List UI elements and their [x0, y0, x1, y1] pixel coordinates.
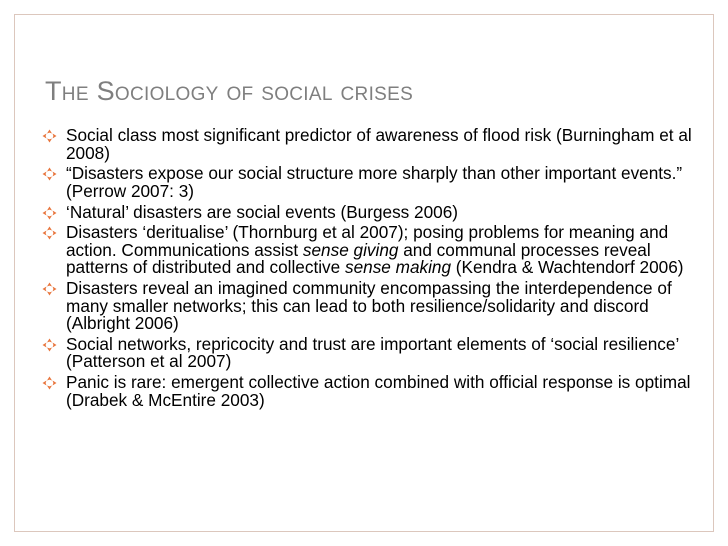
bullet-text-segment: Disasters ‘deritualise’ (Thornburg et al 2007); posing problems for meaning and action. Communications assist: [66, 222, 669, 260]
quad-chevron-icon: [42, 376, 57, 390]
quad-chevron-icon: [42, 338, 57, 352]
bullet-item: [42, 224, 692, 277]
bullet-item: [42, 165, 692, 200]
emphasis-sense-giving: sense giving: [302, 239, 399, 260]
slide-title: The Sociology of social crises: [45, 76, 414, 106]
quad-chevron-icon: [42, 167, 57, 181]
quad-chevron-icon: [42, 206, 57, 220]
bullet-text: Social networks, repricocity and trust are important elements of ‘social resilience’ (Patterson et al 2007): [66, 333, 679, 372]
bullet-text: Social class most significant predictor of awareness of flood risk (Burningham et al 2008): [66, 125, 692, 163]
bullet-item: [42, 201, 692, 222]
bullet-text: Panic is rare: emergent collective action combined with official response is optimal (Drabek & McEntire 2003): [66, 372, 691, 410]
bullet-text-segment: and communal processes reveal patterns of distributed and collective: [66, 239, 651, 278]
quad-chevron-icon: [42, 129, 57, 143]
bullet-text: [66, 224, 692, 277]
bullet-item: [42, 333, 692, 372]
quad-chevron-icon: [42, 282, 57, 296]
bullet-text: Disasters reveal an imagined community encompassing the interdependence of many smaller networks; this can lead to both resilience/solidarity and discord (Albright 2006): [66, 278, 672, 334]
bullet-list: [42, 127, 692, 413]
quad-chevron-icon: [42, 226, 57, 240]
bullet-text-segment: (Kendra & Wachtendorf 2006): [451, 257, 684, 278]
bullet-item: [42, 127, 692, 162]
bullet-item: [42, 280, 692, 333]
bullet-text: ‘Natural’ disasters are social events (Burgess 2006): [66, 201, 458, 222]
bullet-text: “Disasters expose our social structure more sharply than other important events.” (Perrow 2007: 3): [66, 163, 683, 201]
emphasis-sense-making: sense making: [344, 257, 452, 278]
bullet-item: [42, 374, 692, 409]
